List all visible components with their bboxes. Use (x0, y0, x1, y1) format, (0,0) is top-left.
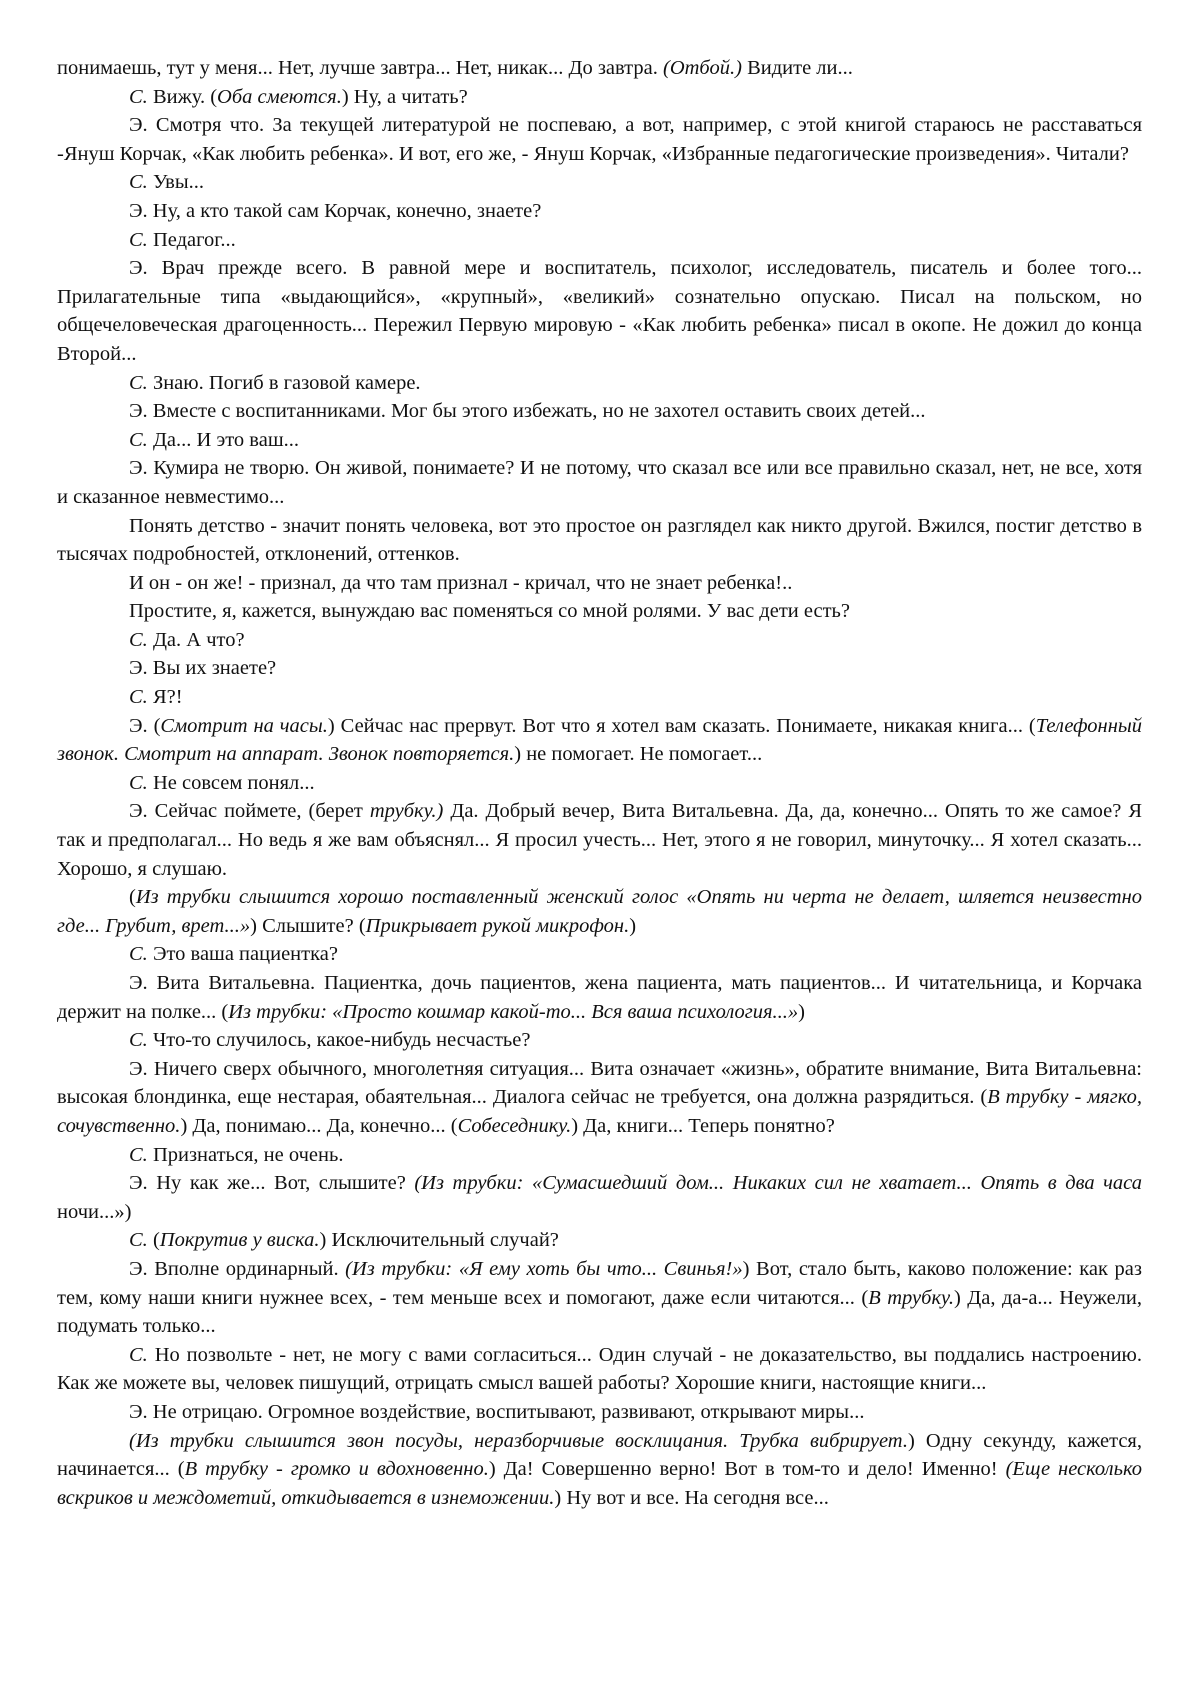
paragraph (57, 626, 1142, 655)
dialogue-text: Простите, я, кажется, вынуждаю вас поменяться со мной ролями. У вас дети есть? (129, 600, 851, 623)
dialogue-text: Сейчас поймете, (берет (147, 800, 370, 823)
dialogue-text: Да. Добрый вечер, Вита Витальевна. Да, да, конечно... Опять то же самое? Я так и предполагал... Но ведь я же вам объяснял... Я просил учесть... Нет, этого я не говорил, минуточку... Я хотел сказать... Хорошо, я слушаю. (57, 800, 1142, 880)
stage-direction: (Отбой.) (663, 57, 742, 79)
stage-direction: трубку.) (369, 800, 444, 823)
speaker-label: С. (129, 85, 148, 108)
dialogue-text: Ну как же... Вот, слышите? (147, 1172, 415, 1195)
paragraph (57, 83, 1142, 112)
dialogue-text: Это ваша пациентка? (147, 943, 338, 966)
paragraph (57, 654, 1142, 683)
speaker-label: С. (129, 1143, 148, 1166)
dialogue-text: Увы... (147, 171, 204, 194)
dialogue-text: Знаю. Погиб в газовой камере. (147, 371, 421, 394)
dialogue-text: ночи...») (57, 1200, 132, 1223)
paragraph (57, 426, 1142, 455)
dialogue-text: Ничего сверх обычного, многолетняя ситуация... Вита означает «жизнь», обратите внимание, Вита Витальевна: высокая блондинка, еще нестарая, обаятельная... Диалога сейчас не требуется, она должна разрядиться. ( (57, 1057, 1142, 1109)
dialogue-text: Вполне ординарный. (147, 1257, 346, 1280)
dialogue-text: И он - он же! - признал, да что там признал - кричал, что не знает ребенка!.. (129, 571, 793, 594)
stage-direction: (Из трубки: «Сумасшедший дом... Никаких сил не хватает... Опять в два часа (414, 1172, 1143, 1195)
paragraph (57, 197, 1142, 226)
dialogue-text: Да. А что? (147, 628, 245, 651)
speaker-label: Э. (129, 800, 148, 823)
dialogue-text: ) Да! Совершенно верно! Вот в том-то и дело! Именно! (488, 1458, 1006, 1481)
stage-direction: Из трубки: «Просто кошмар какой-то... Вся ваша психология...» (228, 1000, 799, 1023)
speaker-label: С. (129, 686, 148, 709)
stage-direction: (Еще несколько вскриков и междометий, откидывается в изнеможении. (57, 1458, 1143, 1509)
paragraph (57, 569, 1142, 598)
dialogue-text: Что-то случилось, какое-нибудь несчастье? (147, 1029, 531, 1052)
dialogue-text: ) Вот, стало быть, каково положение: как раз тем, кому наши книги нужнее всех, - тем меньше всех и помогают, даже если читаются... ( (57, 1257, 1142, 1309)
speaker-label: С. (129, 1029, 148, 1052)
stage-direction: (Из трубки слышится звон посуды, неразборчивые восклицания. Трубка вибрирует. (129, 1429, 908, 1452)
dialogue-text: Понять детство - значит понять человека, вот это простое он разглядел как никто другой. Вжился, постиг детство в тысячах подробностей, отклонений, оттенков. (57, 514, 1142, 566)
speaker-label: С. (129, 171, 148, 194)
dialogue-text: ) Да, понимаю... Да, конечно... ( (180, 1114, 458, 1137)
speaker-label: С. (129, 771, 148, 794)
paragraph (57, 1226, 1142, 1255)
dialogue-text: Я?! (147, 686, 183, 709)
speaker-label: С. (129, 1229, 148, 1252)
stage-direction: Смотрит на часы. (160, 714, 328, 737)
paragraph (57, 1055, 1142, 1141)
dialogue-text: Вместе с воспитанниками. Мог бы этого избежать, но не захотел оставить своих детей... (147, 400, 926, 423)
speaker-label: Э. (129, 1172, 148, 1195)
dialogue-text: ) Да, да-а... Неужели, подумать только... (57, 1286, 1142, 1338)
paragraph (57, 1427, 1142, 1513)
paragraph (57, 969, 1142, 1026)
stage-direction: В трубку - мягко, сочувственно. (57, 1086, 1142, 1137)
paragraph (57, 940, 1142, 969)
speaker-label: Э. (129, 114, 148, 137)
paragraph (57, 168, 1142, 197)
dialogue-text: ) Сейчас нас прервут. Вот что я хотел вам сказать. Понимаете, никакая книга... ( (327, 714, 1036, 737)
stage-direction: Собеседнику. (457, 1114, 572, 1137)
dialogue-text: ( (147, 1229, 160, 1252)
dialogue-text: ) не помогает. Не помогает... (514, 743, 763, 766)
paragraph (57, 54, 1142, 83)
stage-direction: Прикрывает рукой микрофон. (365, 914, 630, 937)
dialogue-text: Врач прежде всего. В равной мере и воспитатель, психолог, исследователь, писатель и более того... Прилагательные типа «выдающийся», «крупный», «великий» сознательно опускаю. Писал на польском, но общечеловеческая драгоценность... Пережил Первую мировую - «Как любить ребенка» писал в окопе. Не дожил до конца Второй... (57, 257, 1142, 365)
speaker-label: Э. (129, 714, 148, 737)
speaker-label: Э. (129, 400, 148, 423)
speaker-label: Э. (129, 1057, 148, 1080)
paragraph (57, 1255, 1142, 1341)
dialogue-text: Вы их знаете? (147, 657, 277, 680)
dialogue-text: понимаешь, тут у меня... Нет, лучше завтра... Нет, никак... До завтра. (57, 57, 663, 79)
dialogue-text: ) Слышите? ( (250, 914, 366, 937)
dialogue-text: ) Ну, а читать? (341, 85, 468, 108)
speaker-label: С. (129, 1343, 148, 1366)
dialogue-text: ( (129, 886, 136, 909)
dialogue-text: ) (629, 914, 637, 937)
speaker-label: С. (129, 228, 148, 251)
stage-direction: (Из трубки: «Я ему хоть бы что... Свинья!» (345, 1257, 743, 1280)
speaker-label: Э. (129, 257, 148, 280)
dialogue-text: Педагог... (147, 228, 236, 251)
dialogue-text: Но позвольте - нет, не могу с вами согласиться... Один случай - не доказательство, вы поддались настроению. Как же можете вы, человек пишущий, отрицать смысл вашей работы? Хорошие книги, настоящие книги... (57, 1343, 1142, 1395)
stage-direction: В трубку - громко и вдохновенно. (184, 1458, 489, 1481)
paragraph (57, 883, 1142, 940)
dialogue-text: ) Исключительный случай? (319, 1229, 559, 1252)
paragraph (57, 454, 1142, 511)
stage-direction: В трубку. (868, 1286, 954, 1309)
dialogue-text: ) Ну вот и все. На сегодня все... (554, 1486, 829, 1509)
paragraph (57, 1026, 1142, 1055)
dialogue-text: Вижу. ( (147, 85, 218, 108)
paragraph (57, 712, 1142, 769)
speaker-label: С. (129, 628, 148, 651)
dialogue-text: Кумира не творю. Он живой, понимаете? И не потому, что сказал все или все правильно сказал, нет, не все, хотя и сказанное невместимо... (57, 457, 1142, 508)
dialogue-text: ) Одну секунду, кажется, начинается... ( (57, 1429, 1142, 1481)
dialogue-text: Да... И это ваш... (147, 428, 299, 451)
speaker-label: Э. (129, 1400, 148, 1423)
stage-direction: Оба смеются. (217, 85, 342, 108)
dialogue-text: Признаться, не очень. (147, 1143, 344, 1166)
speaker-label: С. (129, 428, 148, 451)
dialogue-text: Вита Витальевна. Пациентка, дочь пациентов, жена пациента, мать пациентов... И читательница, и Корчака держит на полке... ( (57, 972, 1142, 1023)
paragraph (57, 769, 1142, 798)
paragraph (57, 1341, 1142, 1398)
speaker-label: С. (129, 943, 148, 966)
paragraph (57, 1169, 1142, 1226)
paragraph (57, 683, 1142, 712)
dialogue-text: ( (147, 714, 161, 737)
paragraph (57, 397, 1142, 426)
speaker-label: Э. (129, 657, 148, 680)
dialogue-text: ) Да, книги... Теперь понятно? (571, 1114, 835, 1137)
paragraph (57, 797, 1142, 883)
paragraph (57, 597, 1142, 626)
stage-direction: Покрутив у виска. (159, 1229, 320, 1252)
dialogue-text: Не совсем понял... (147, 771, 315, 794)
speaker-label: С. (129, 371, 148, 394)
paragraph (57, 254, 1142, 368)
paragraph (57, 226, 1142, 255)
speaker-label: Э. (129, 972, 148, 994)
speaker-label: Э. (129, 199, 148, 222)
stage-direction: Из трубки слышится хорошо поставленный женский голос «Опять ни черта не делает, шляется неизвестно где... Грубит, врет...» (57, 886, 1142, 937)
dialogue-text: Ну, а кто такой сам Корчак, конечно, знаете? (147, 199, 542, 222)
paragraph (57, 512, 1142, 569)
paragraph (57, 369, 1142, 398)
dialogue-text: Видите ли... (741, 57, 853, 79)
paragraph (57, 1141, 1142, 1170)
speaker-label: Э. (129, 457, 148, 480)
paragraph (57, 1398, 1142, 1427)
dialogue-text: Не отрицаю. Огромное воздействие, воспитывают, развивают, открывают миры... (147, 1400, 865, 1423)
stage-direction: Телефонный звонок. Смотрит на аппарат. Звонок повторяется. (57, 714, 1143, 766)
paragraph (57, 111, 1142, 168)
dialogue-text: Смотря что. За текущей литературой не поспеваю, а вот, например, с этой книгой стараюсь не расставаться -Януш Корчак, «Как любить ребенка». И вот, его же, - Януш Корчак, «Избранные педагогические произведения». Читали? (57, 114, 1142, 165)
dialogue-text: ) (798, 1000, 805, 1023)
speaker-label: Э. (129, 1257, 148, 1280)
